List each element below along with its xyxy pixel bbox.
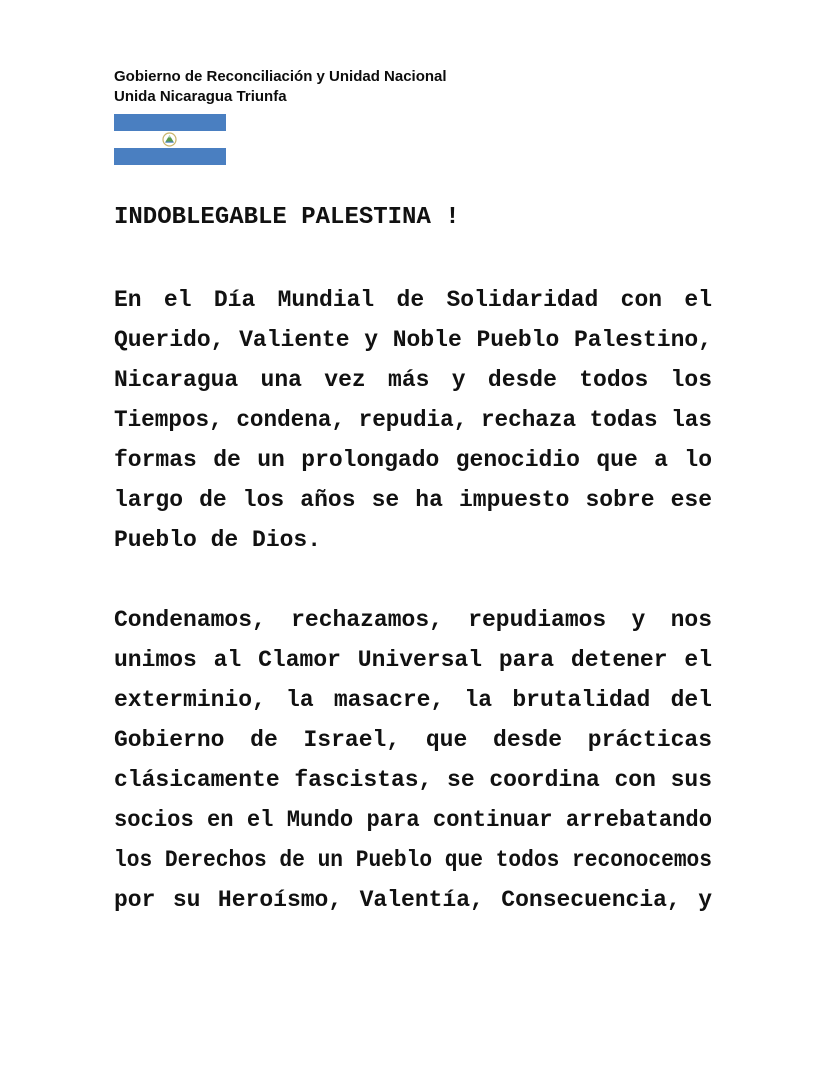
text-line: socios en el Mundo para continuar arrebatando [114,807,712,833]
paragraph-2 [114,600,712,920]
document-body [114,280,712,960]
text-line: formas de un prolongado genocidio que a lo [114,447,712,473]
letterhead-government-name: Gobierno de Reconciliación y Unidad Nacional [114,68,447,85]
text-line: por su Heroísmo, Valentía, Consecuencia, y [114,887,712,913]
text-line: Querido, Valiente y Noble Pueblo Palestino, [114,327,712,353]
text-line: Condenamos, rechazamos, repudiamos y nos [114,607,712,633]
nicaragua-flag-icon [114,114,226,165]
text-line: largo de los años se ha impuesto sobre ese [114,487,712,513]
text-line: los Derechos de un Pueblo que todos reconocemos [114,847,712,873]
text-line: exterminio, la masacre, la brutalidad del [114,687,712,713]
flag-top-band [114,114,226,131]
flag-bottom-band [114,148,226,165]
text-line: En el Día Mundial de Solidaridad con el [114,287,712,313]
text-line: Tiempos, condena, repudia, rechaza todas las [114,407,712,433]
document-title: INDOBLEGABLE PALESTINA ! [114,204,460,231]
letterhead [114,67,447,107]
text-line: unimos al Clamor Universal para detener el [114,647,712,673]
text-line: Pueblo de Dios. [114,527,322,553]
letterhead-slogan: Unida Nicaragua Triunfa [114,88,287,105]
coat-of-arms-icon [162,132,177,147]
text-line: Gobierno de Israel, que desde prácticas [114,727,712,753]
paragraph-1 [114,280,712,560]
text-line: clásicamente fascistas, se coordina con sus [114,767,712,793]
text-line: Nicaragua una vez más y desde todos los [114,367,712,393]
flag-middle-band [114,131,226,148]
